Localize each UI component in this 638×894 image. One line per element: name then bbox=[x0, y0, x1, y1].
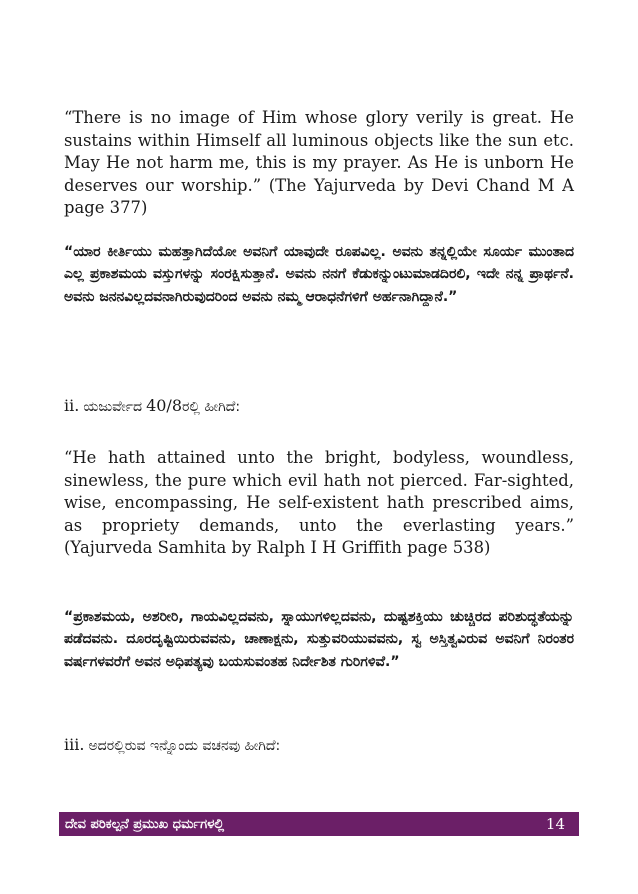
verse-suffix-text: ರಲ್ಲಿ ಹೀಗಿದೆ: bbox=[182, 399, 241, 415]
verse-heading-ii bbox=[64, 396, 574, 416]
verse-number: iii. bbox=[64, 735, 85, 754]
quote-yajurveda-griffith-kannada: “ಪ್ರಕಾಶಮಯ, ಅಶರೀರಿ, ಗಾಯವಿಲ್ಲದವನು, ಸ್ನಾಯುಗಳಿಲ್ಲದವನು, ದುಷ್ಟಶಕ್ತಿಯು ಚುಚ್ಚಿರದ ಪರಿಶುದ್ಧತೆಯನ್ನು ಪಡೆದವನು. ದೂರದೃಷ್ಟಿಯಿರುವವನು, ಚಾಣಾಕ್ಷನು, ಸುತ್ತುವರಿಯುವವನು, ಸ್ವ ಅಸ್ತಿತ್ವವಿರುವ ಅವನಿಗೆ ನಿರಂತರ ವರ್ಷಗಳವರೆಗೆ ಅವನ ಅಧಿಪತ್ಯವು ಬಯಸುವಂತಹ ನಿರ್ದೇಶಿತ ಗುರಿಗಳಿವೆ.” bbox=[64, 609, 574, 670]
footer-book-title: ದೇವ ಪರಿಕಲ್ಪನೆ ಪ್ರಮುಖ ಧರ್ಮಗಳಲ್ಲಿ bbox=[65, 816, 225, 832]
verse-number: ii. bbox=[64, 396, 80, 415]
verse-reference: 40/8 bbox=[146, 396, 182, 415]
verse-source-text: ಯಜುರ್ವೇದ bbox=[83, 399, 143, 415]
quote-yajurveda-griffith-english: “He hath attained unto the bright, bodyless, woundless, sinewless, the pure which evil hath not pierced. Far-sighted, wise, encompassing, He self-existent hath prescribed aims, as propriety demands, unto the everlasting years.” (Yajurveda Samhita by Ralph I H Griffith page 538) bbox=[64, 448, 574, 558]
page-footer bbox=[59, 812, 579, 836]
verse-heading-iii bbox=[64, 735, 574, 755]
page-number: 14 bbox=[545, 815, 565, 833]
verse-intro-text: ಅದರಲ್ಲಿರುವ ಇನ್ನೊಂದು ವಚನವು ಹೀಗಿದೆ: bbox=[88, 738, 281, 754]
quote-yajurveda-devi-chand-kannada: “ಯಾರ ಕೀರ್ತಿಯು ಮಹತ್ತಾಗಿದೆಯೋ ಅವನಿಗೆ ಯಾವುದೇ ರೂಪವಿಲ್ಲ. ಅವನು ತನ್ನಲ್ಲಿಯೇ ಸೂರ್ಯ ಮುಂತಾದ ಎಲ್ಲ ಪ್ರಕಾಶಮಯ ವಸ್ತುಗಳನ್ನು ಸಂರಕ್ಷಿಸುತ್ತಾನೆ. ಅವನು ನನಗೆ ಕೆಡುಕನ್ನುಂಟುಮಾಡದಿರಲಿ, ಇದೇ ನನ್ನ ಪ್ರಾರ್ಥನೆ. ಅವನು ಜನನವಿಲ್ಲದವನಾಗಿರುವುದರಿಂದ ಅವನು ನಮ್ಮ ಆರಾಧನೆಗಳಿಗೆ ಅರ್ಹನಾಗಿದ್ದಾನೆ.” bbox=[64, 244, 574, 305]
quote-yajurveda-devi-chand-english: “There is no image of Him whose glory verily is great. He sustains within Himself all luminous objects like the sun etc. May He not harm me, this is my prayer. As He is unborn He deserves our worship.” (The Yajurveda by Devi Chand M A page 377) bbox=[64, 108, 574, 218]
